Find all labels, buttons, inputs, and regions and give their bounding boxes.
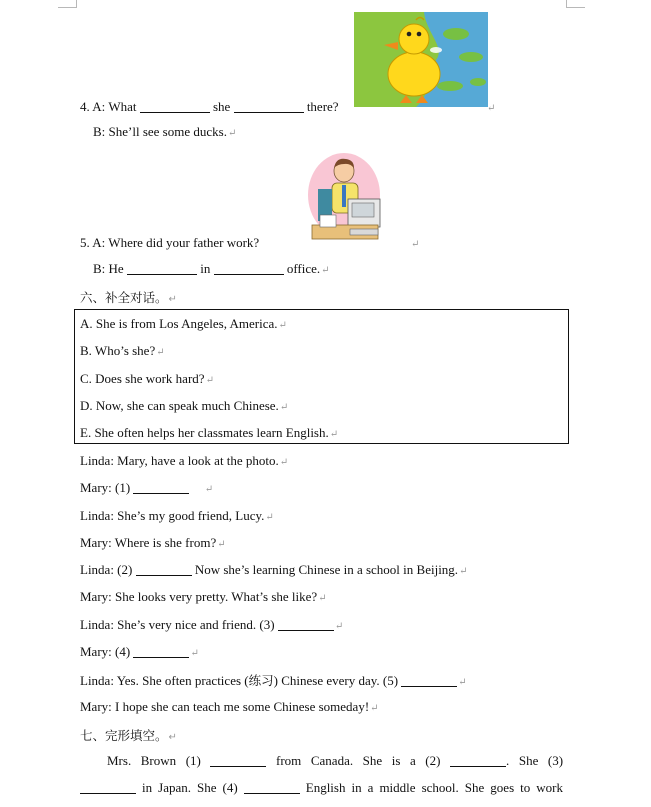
duck-illustration	[354, 12, 488, 107]
option-d: D. Now, she can speak much Chinese.↵	[80, 398, 289, 413]
dialogue-line: Mary: Where is she from?↵	[80, 535, 226, 550]
q5-answer: B: He in office.↵	[93, 261, 330, 276]
q4-speaker: A:	[92, 99, 106, 114]
dialogue-line: Linda: (2) Now she’s learning Chinese in a school in Beijing.↵	[80, 562, 468, 577]
answer-blank[interactable]	[214, 263, 284, 275]
answer-blank[interactable]	[133, 482, 189, 494]
cloze-paragraph-line-2: in Japan. She (4) English in a middle school. She goes to work	[80, 780, 563, 796]
question-5: 5. A: Where did your father work?	[80, 235, 260, 250]
office-worker-illustration	[306, 151, 384, 243]
dialogue-line: Mary: (4) ↵	[80, 644, 199, 659]
option-c: C. Does she work hard?↵	[80, 371, 214, 386]
paragraph-mark: ↵	[487, 103, 496, 114]
dialogue-line: Mary: I hope she can teach me some Chinese someday!↵	[80, 699, 379, 714]
answer-blank[interactable]	[278, 619, 334, 631]
dialogue-line: Linda: Yes. She often practices (练习) Chinese every day. (5) ↵	[80, 673, 467, 688]
q4-answer: B: She’ll see some ducks.↵	[93, 124, 237, 139]
dialogue-line: Mary: She looks very pretty. What’s she like?↵	[80, 589, 327, 604]
question-4	[80, 99, 339, 115]
paragraph-mark: ↵	[411, 239, 420, 250]
dialogue-line: Linda: She’s my good friend, Lucy.↵	[80, 508, 274, 523]
dialogue-line: Linda: She’s very nice and friend. (3) ↵	[80, 617, 344, 632]
answer-blank[interactable]	[80, 782, 136, 794]
page-corner-mark-left	[58, 0, 77, 8]
section-7-heading: 七、完形填空。↵	[80, 728, 177, 743]
q4-word: What	[108, 99, 137, 114]
q4-word: she	[212, 99, 231, 114]
answer-blank[interactable]	[127, 263, 197, 275]
dialogue-line: Mary: (1) ↵	[80, 480, 214, 495]
answer-blank[interactable]	[234, 101, 304, 113]
cloze-paragraph-line-1: Mrs. Brown (1) from Canada. She is a (2) . She (3)	[107, 753, 564, 768]
answer-blank[interactable]	[140, 101, 210, 113]
answer-blank[interactable]	[136, 564, 192, 576]
page-corner-mark-right	[566, 0, 585, 8]
q4-word: there?	[306, 99, 339, 114]
answer-blank[interactable]	[210, 755, 266, 767]
q4-number: 4.	[80, 99, 90, 114]
answer-blank[interactable]	[450, 755, 506, 767]
section-6-heading: 六、补全对话。↵	[80, 290, 177, 305]
dialogue-line: Linda: Mary, have a look at the photo.↵	[80, 453, 289, 468]
option-a: A. She is from Los Angeles, America.↵	[80, 316, 287, 331]
answer-blank[interactable]	[244, 782, 300, 794]
answer-blank[interactable]	[133, 646, 189, 658]
answer-blank[interactable]	[401, 675, 457, 687]
option-b: B. Who’s she?↵	[80, 343, 165, 358]
option-e: E. She often helps her classmates learn English.↵	[80, 425, 339, 440]
